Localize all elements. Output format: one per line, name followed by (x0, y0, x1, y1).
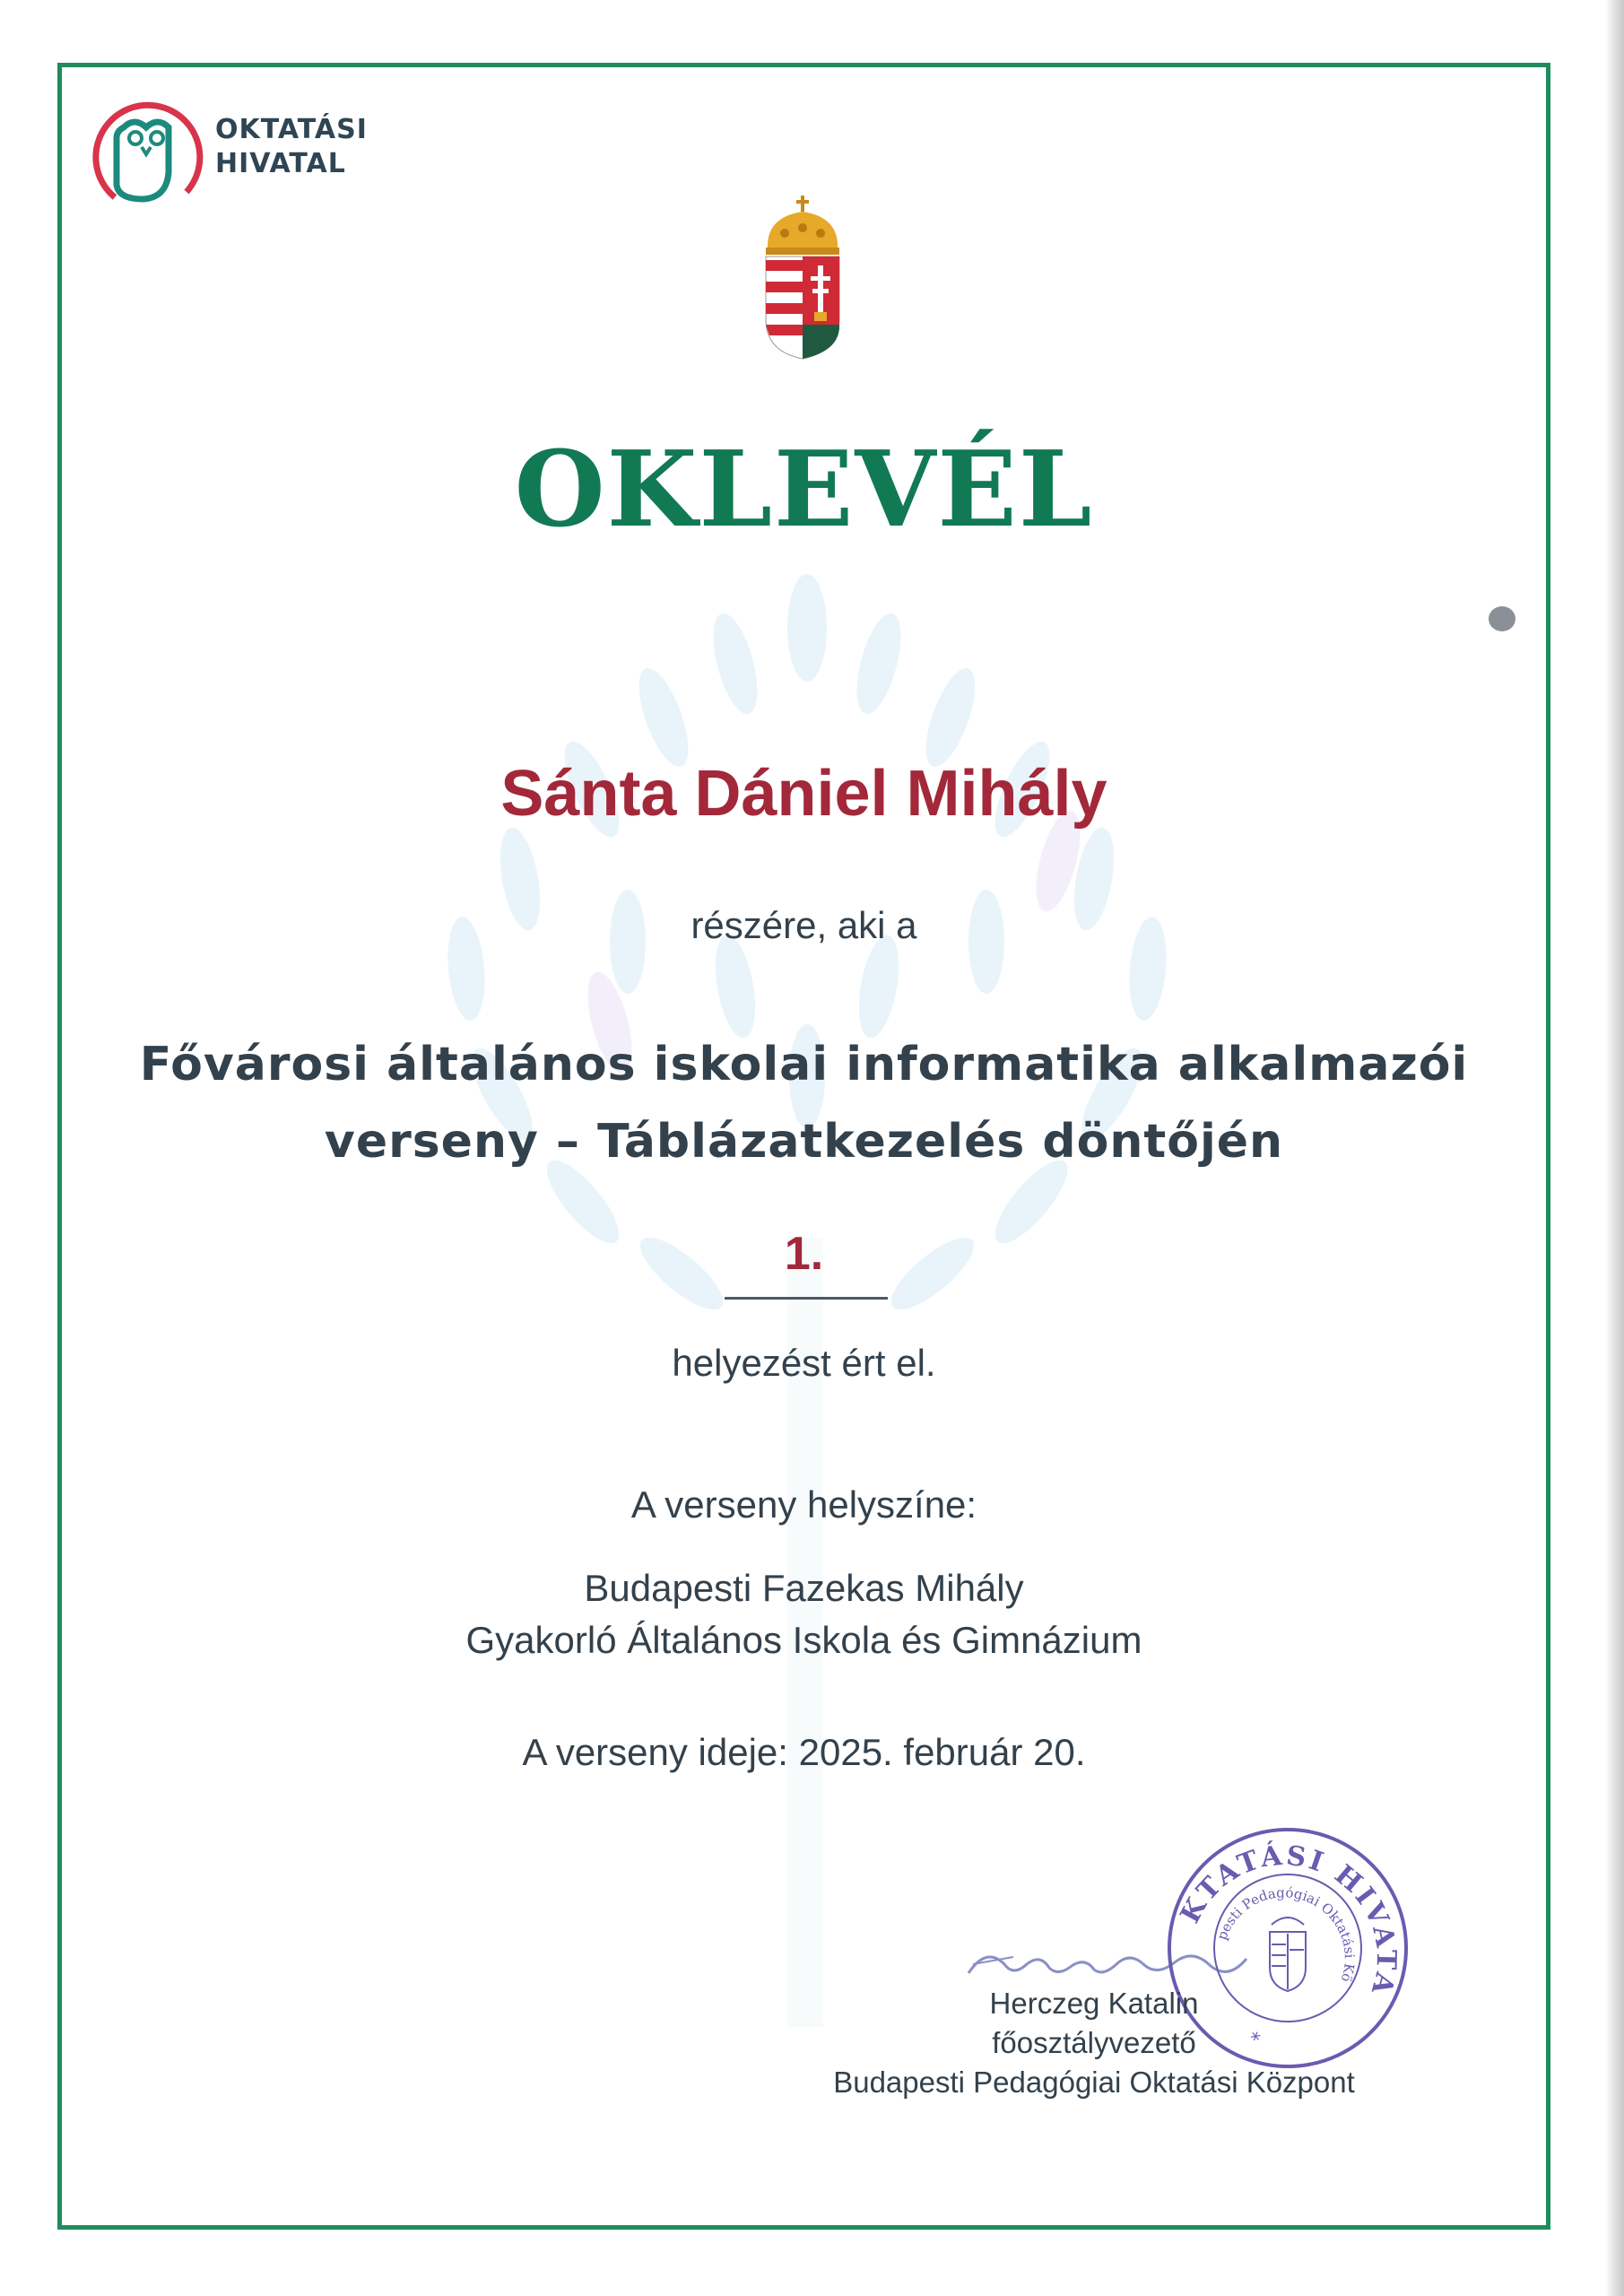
signatory-organization: Budapesti Pedagógiai Oktatási Központ (833, 2066, 1355, 2099)
logo-line-2: HIVATAL (215, 148, 346, 179)
hungarian-coat-of-arms-icon (762, 194, 843, 361)
owl-logo-icon (88, 91, 204, 210)
stamp-outer-text: OKTATÁSI HIVATAL (1174, 1839, 1403, 2001)
competition-date: A verseny ideje: 2025. február 20. (522, 1731, 1086, 1773)
venue-line-2: Gyakorló Általános Iskola és Gimnázium (465, 1619, 1142, 1661)
recipient-name: Sánta Dániel Mihály (500, 758, 1107, 830)
for-text: részére, aki a (690, 904, 917, 946)
competition-line-1: Fővárosi általános iskolai informatika alkalmazói (139, 1038, 1469, 1091)
venue-line-1: Budapesti Fazekas Mihály (584, 1567, 1024, 1609)
venue-name (57, 1562, 1550, 1666)
signatory-block (771, 1984, 1417, 2102)
signatory-name: Herczeg Katalin (989, 1987, 1199, 2020)
venue-label: A verseny helyszíne: (630, 1483, 977, 1526)
stamp-inner-text: Budapesti Pedagógiai Oktatási Központ (1213, 1884, 1358, 1985)
placement-underline (725, 1297, 888, 1300)
svg-text:*: * (1246, 2028, 1263, 2053)
signatory-role: főosztályvezető (992, 2026, 1196, 2059)
certificate-title: OKLEVÉL (514, 429, 1094, 551)
logo-line-1: OKTATÁSI (215, 114, 368, 145)
scan-speck (1489, 606, 1515, 631)
organization-logo-text (215, 113, 368, 181)
placement: 1. (784, 1228, 824, 1280)
achieved-text: helyezést ért el. (672, 1342, 936, 1384)
competition-name (57, 1026, 1550, 1180)
competition-line-2: verseny – Táblázatkezelés döntőjén (324, 1115, 1284, 1169)
